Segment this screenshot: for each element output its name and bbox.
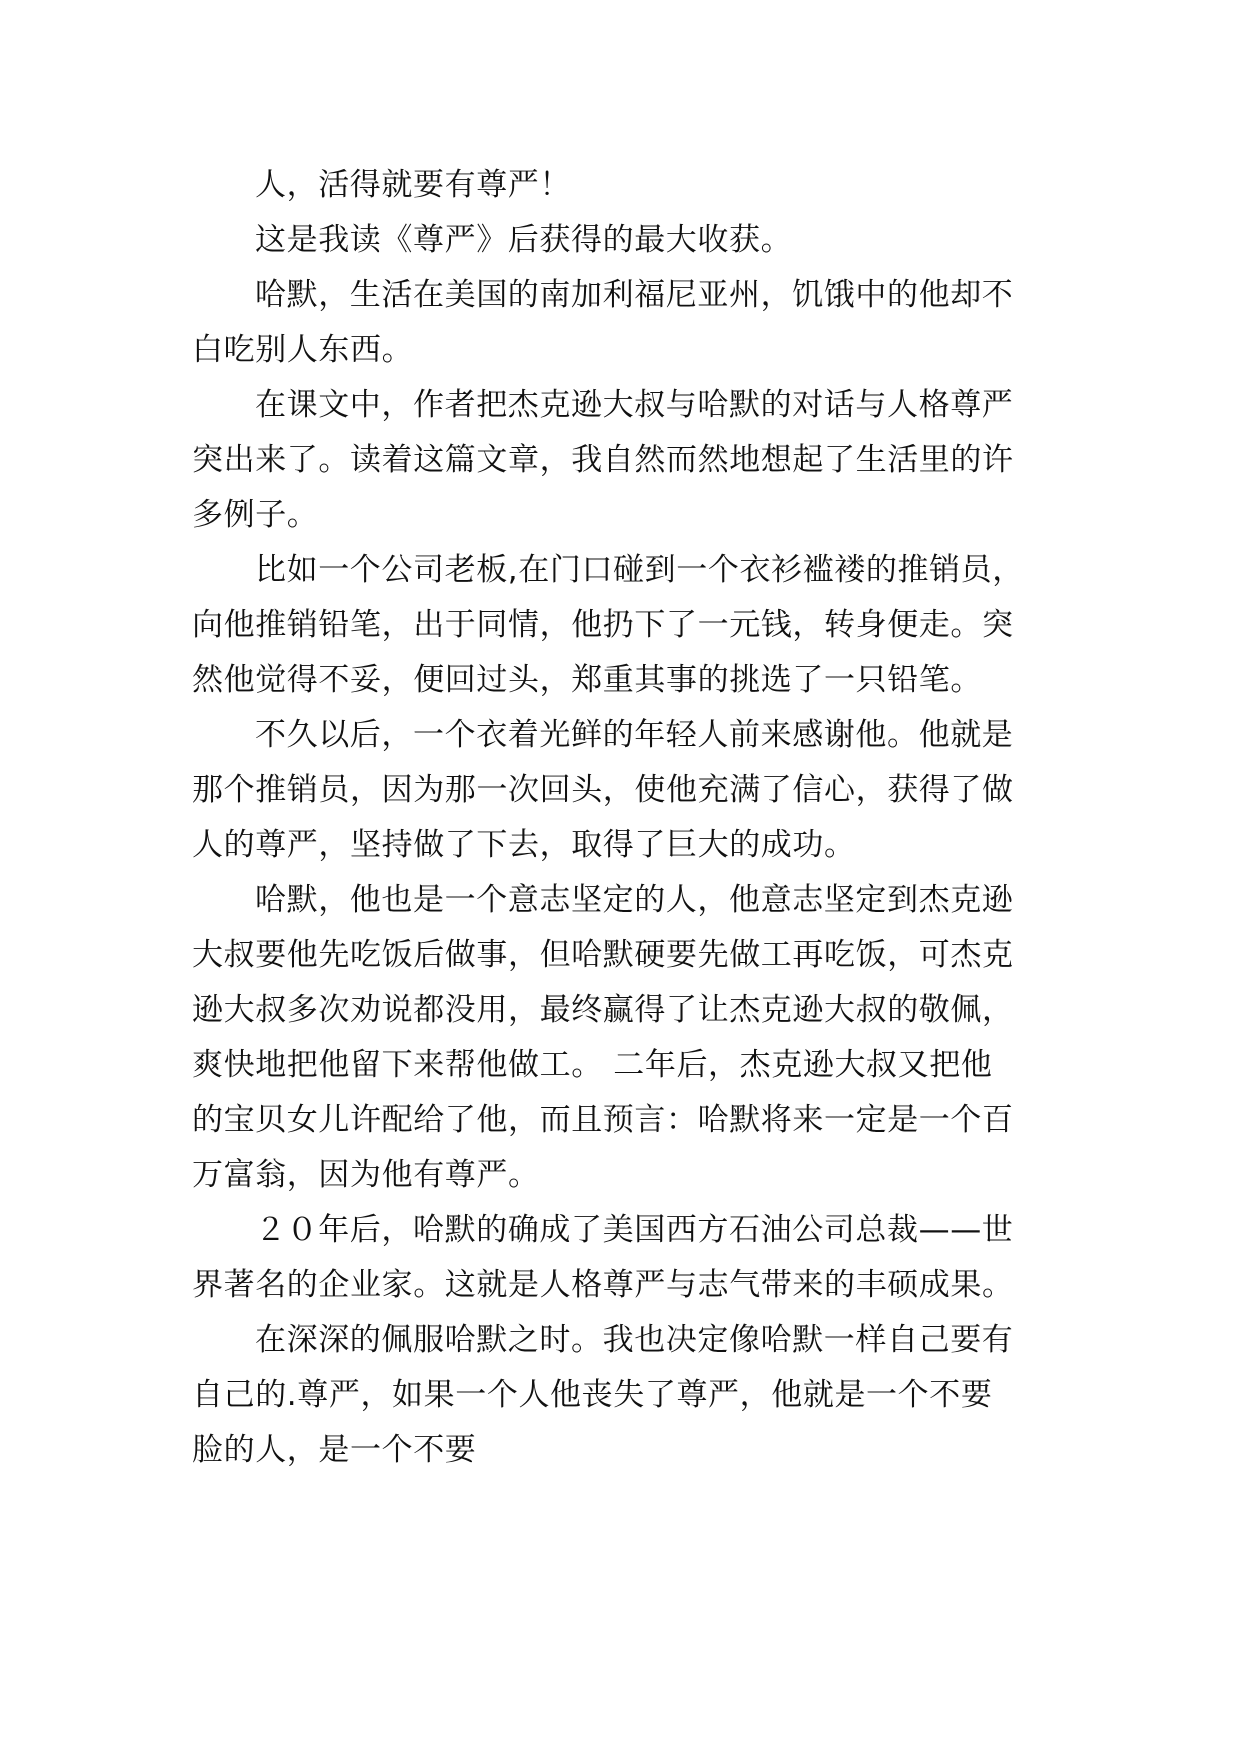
paragraph-line: 逊大叔多次劝说都没用，最终赢得了让杰克逊大叔的敬佩， bbox=[192, 992, 1014, 1028]
paragraph-line: 万富翁，因为他有尊严。 bbox=[192, 1157, 540, 1193]
paragraph-line: 突出来了。读着这篇文章，我自然而然地想起了生活里的许 bbox=[192, 442, 1014, 478]
paragraph-line: 这是我读《尊严》后获得的最大收获。 bbox=[255, 222, 793, 258]
paragraph-line: 人的尊严，坚持做了下去，取得了巨大的成功。 bbox=[192, 827, 856, 863]
paragraph-line: 的宝贝女儿许配给了他，而且预言：哈默将来一定是一个百 bbox=[192, 1102, 1014, 1138]
paragraph-line: 哈默，生活在美国的南加利福尼亚州，饥饿中的他却不 bbox=[255, 277, 1014, 313]
paragraph-line: 人，活得就要有尊严！ bbox=[255, 167, 571, 203]
paragraph-line: 向他推销铅笔，出于同情，他扔下了一元钱，转身便走。突 bbox=[192, 607, 1014, 643]
paragraph-line: ２０年后，哈默的确成了美国西方石油公司总裁——世 bbox=[255, 1212, 1014, 1248]
essay-body bbox=[192, 158, 1057, 1478]
paragraph-line: 界著名的企业家。这就是人格尊严与志气带来的丰硕成果。 bbox=[192, 1267, 1014, 1303]
paragraph-line: 白吃别人东西。 bbox=[192, 332, 414, 368]
paragraph-line: 在深深的佩服哈默之时。我也决定像哈默一样自己要有 bbox=[255, 1322, 1014, 1358]
paragraph-line: 爽快地把他留下来帮他做工。 二年后，杰克逊大叔又把他 bbox=[192, 1047, 993, 1083]
paragraph-line: 然他觉得不妥，便回过头，郑重其事的挑选了一只铅笔。 bbox=[192, 662, 982, 698]
paragraph-line: 多例子。 bbox=[192, 497, 319, 533]
paragraph-line: 脸的人，是一个不要 bbox=[192, 1432, 477, 1468]
paragraph-line: 在课文中，作者把杰克逊大叔与哈默的对话与人格尊严 bbox=[255, 387, 1014, 423]
paragraph-line: 自己的.尊严，如果一个人他丧失了尊严，他就是一个不要 bbox=[192, 1377, 993, 1413]
paragraph-line: 哈默，他也是一个意志坚定的人，他意志坚定到杰克逊 bbox=[255, 882, 1014, 918]
paragraph-line: 不久以后，一个衣着光鲜的年轻人前来感谢他。他就是 bbox=[255, 717, 1014, 753]
paragraph-line: 比如一个公司老板,在门口碰到一个衣衫褴褛的推销员， bbox=[255, 552, 1024, 588]
paragraph-line: 那个推销员，因为那一次回头，使他充满了信心，获得了做 bbox=[192, 772, 1014, 808]
paragraph-line: 大叔要他先吃饭后做事，但哈默硬要先做工再吃饭，可杰克 bbox=[192, 937, 1014, 973]
